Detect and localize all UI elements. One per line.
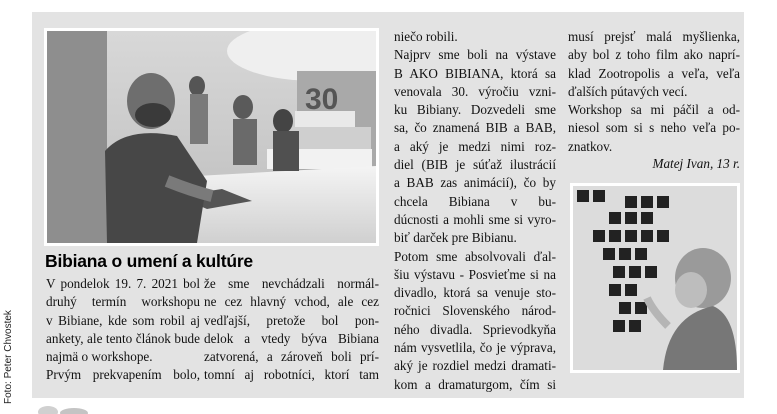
text-line: zatvorená, a zároveň boli prí-: [204, 349, 379, 365]
text-line: Prvým prekvapením bolo,: [46, 367, 200, 383]
text-line: tomní aj robotníci, ktorí tam: [204, 367, 379, 383]
text-line: najmä o workshope.: [46, 349, 153, 365]
text-line: ankety, ale tento článok bude: [46, 330, 200, 346]
text-column-3: [394, 28, 556, 394]
text-line: chcela Bibiana v bu-: [394, 193, 556, 209]
text-line: ďalších pútavých vecí.: [568, 83, 688, 99]
text-line: aby bol z toho film ako naprí-: [568, 47, 740, 63]
text-line: divadlo, ktorá sa venuje sto-: [394, 285, 556, 301]
cake-number: 30: [305, 83, 339, 116]
text-line: venovala 30. výročiu vzni-: [394, 83, 556, 99]
text-line: nám vysvetlila, čo je výprava,: [394, 340, 556, 356]
text-line: kom a dramaturgom, čím si: [394, 376, 556, 392]
corner-decoration: [34, 402, 104, 414]
text-line: B AKO BIBIANA, ktorá sa: [394, 65, 556, 81]
text-line: ročnici Slovenského národ-: [394, 303, 556, 319]
photo-credit: Foto: Peter Chvostek: [3, 310, 14, 404]
text-line: vedľajší, pretože bol pon-: [204, 312, 379, 328]
author-signature: Matej Ivan, 13 r.: [652, 156, 740, 171]
text-line: znatkov.: [568, 138, 613, 154]
text-line: niečo robili.: [394, 29, 458, 44]
article-headline: Bibiana o umení a kultúre: [45, 251, 253, 271]
text-line: musí prejsť malá myšlienka,: [568, 29, 740, 44]
text-line: v Bibiane, kde som robil aj: [46, 312, 200, 328]
exhibition-photo-image: [573, 186, 737, 370]
text-line: aký je rozdiel medzi dramati-: [394, 358, 556, 374]
text-line: klad Zootropolis a veľa, veľa: [568, 65, 740, 81]
text-column-2: [204, 275, 379, 385]
workshop-photo: [44, 28, 379, 246]
text-line: ného divadla. Sprievodkyňa: [394, 321, 556, 337]
workshop-photo-image: [47, 31, 376, 243]
text-line: šiu výstavu - Posvieťme si na: [394, 266, 556, 282]
text-line: ne cez hlavný vchod, ale cez: [204, 294, 379, 310]
text-line: že sme nevchádzali normál-: [204, 276, 379, 291]
text-line: diel (BIB je súťaž ilustrácií: [394, 157, 556, 173]
text-line: Najprv sme boli na výstave: [394, 47, 556, 63]
text-line: biť darček pre Bibianu.: [394, 230, 517, 246]
text-line: ku Bibiany. Dozvedeli sme: [394, 102, 556, 118]
text-line: sa, čo znamená BIB a BAB,: [394, 120, 556, 136]
exhibition-photo: [570, 183, 740, 373]
text-line: Potom sme absolvovali ďal-: [394, 248, 556, 264]
text-line: a aký je medzi nimi roz-: [394, 138, 556, 154]
text-line: V pondelok 19. 7. 2021 bol: [46, 276, 200, 291]
text-line: a BAB zas animácií), čo by: [394, 175, 556, 191]
text-line: dúcnosti a mohli sme si vyro-: [394, 211, 556, 227]
text-line: Workshop sa mi páčil a od-: [568, 102, 740, 118]
text-line: niesol som si s neho veľa po-: [568, 120, 740, 136]
text-column-4: [568, 28, 740, 156]
text-line: druhý termín workshopu: [46, 294, 200, 310]
text-line: delok a vtedy býva Bibiana: [204, 330, 379, 346]
text-column-1: [46, 275, 200, 385]
